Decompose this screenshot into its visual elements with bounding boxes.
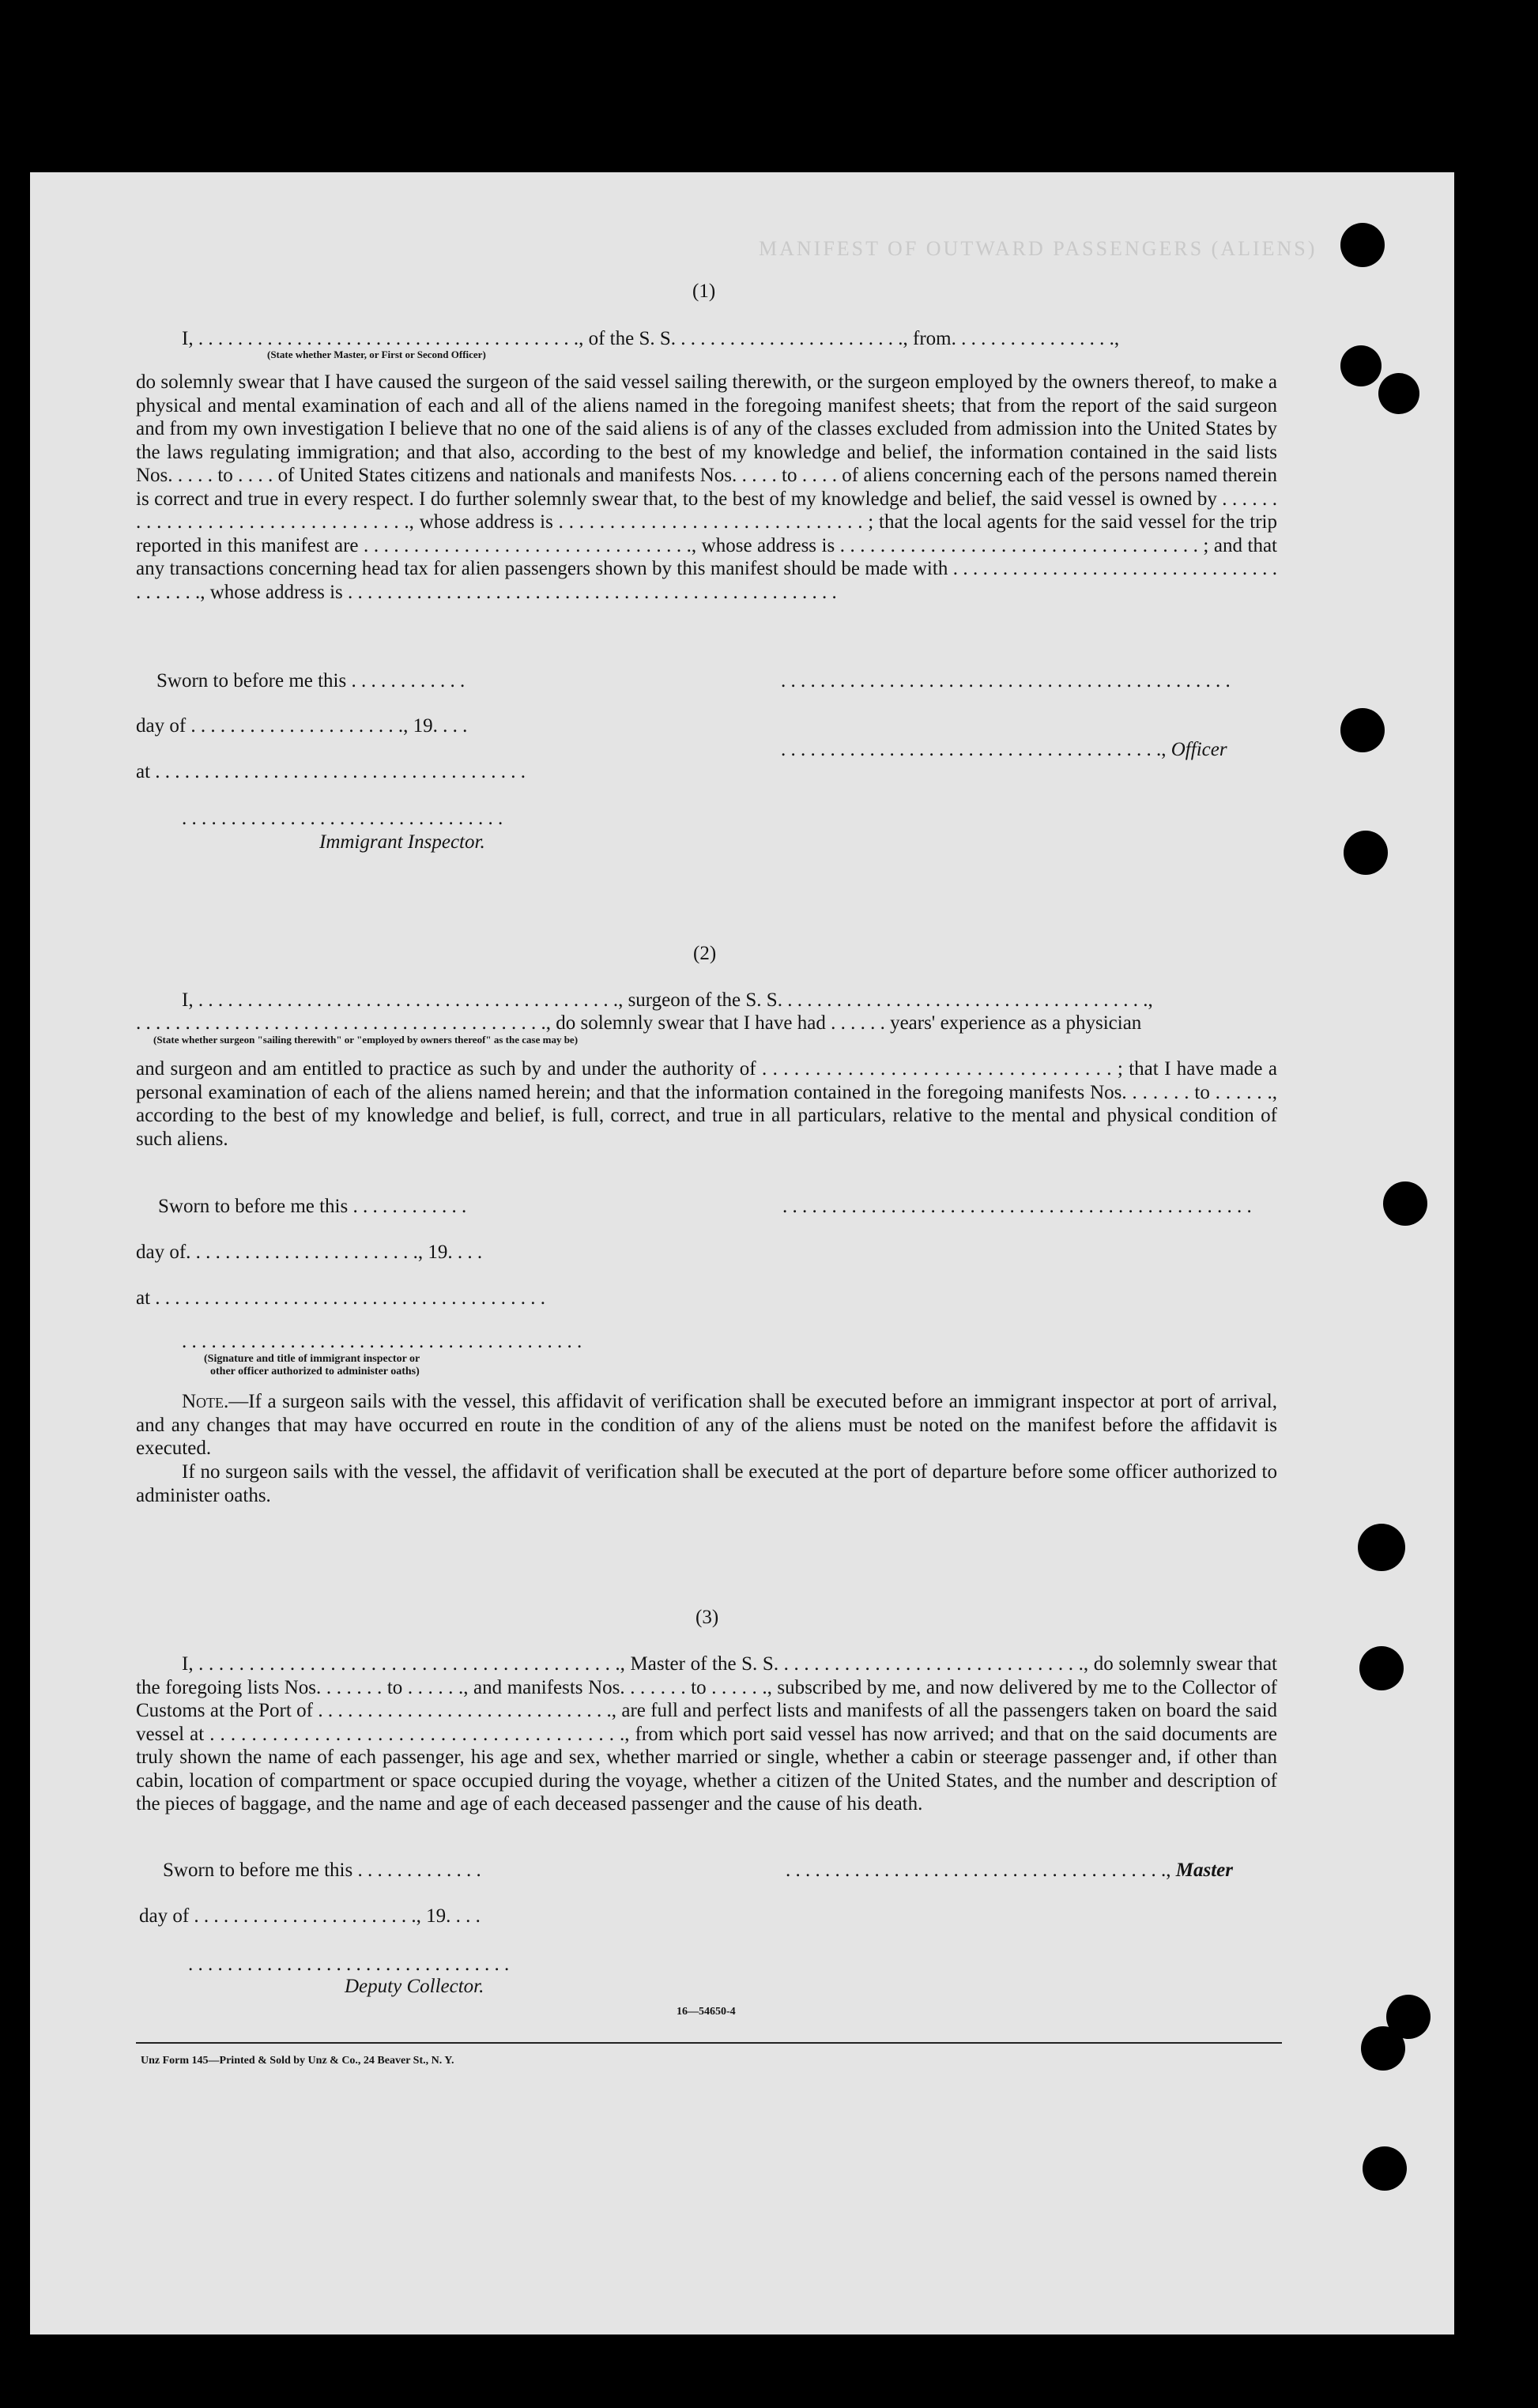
master-dots: . . . . . . . . . . . . . . . . . . . . . . . . . . . . . . . . . . . . . . ., [786, 1860, 1171, 1881]
section-2-day-line: day of. . . . . . . . . . . . . . . . . . . . . . . ., 19. . . . [136, 1242, 483, 1263]
section-1-officer-caption: (State whether Master, or First or Second Officer) [267, 349, 486, 360]
section-3-sworn-label: Sworn to before me this . . . . . . . . . . . . . [163, 1860, 481, 1881]
section-3-master-signature-line [786, 1860, 1233, 1882]
form-code: 16—54650-4 [677, 2006, 736, 2018]
faint-header-title: MANIFEST OF OUTWARD PASSENGERS (ALIENS) [759, 237, 1317, 260]
section-2-note-2: If no surgeon sails with the vessel, the affidavit of verification shall be executed at the port of departure before some officer authorized to administer oaths. [136, 1461, 1277, 1506]
section-1-officer-line: I, . . . . . . . . . . . . . . . . . . . . . . . . . . . . . . . . . . . . . . ., of the S. S. . . . . . . . . . . . . . . . . . . . . . . ., from. . . . . . . . . . . . . . . . ., [182, 328, 1120, 349]
section-1-day-line: day of . . . . . . . . . . . . . . . . . . . . . ., 19. . . . [136, 715, 468, 737]
section-2-signature-line: . . . . . . . . . . . . . . . . . . . . . . . . . . . . . . . . . . . . . . . . . . . . . . . . [782, 1196, 1252, 1217]
section-2-surgeon-line: I, . . . . . . . . . . . . . . . . . . . . . . . . . . . . . . . . . . . . . . . . . . ., surgeon of the S. S. . . . . . . . . . . . . . . . . . . . . . . . . . . . . . . . . . . . . ., [182, 989, 1153, 1011]
section-2-inspector-caption: (Signature and title of immigrant inspector or [204, 1353, 420, 1365]
section-2-number: (2) [693, 943, 717, 964]
section-2-inspector-caption-2: other officer authorized to administer oaths) [210, 1366, 420, 1377]
punch-hole [1340, 345, 1382, 386]
officer-label: Officer [1170, 739, 1227, 760]
section-3-collector-line: . . . . . . . . . . . . . . . . . . . . . . . . . . . . . . . . . [188, 1954, 510, 1975]
section-3-number: (3) [695, 1607, 719, 1628]
section-3-day-line: day of . . . . . . . . . . . . . . . . . . . . . . ., 19. . . . [139, 1905, 481, 1927]
punch-hole [1358, 1524, 1405, 1571]
section-2-at-line: at . . . . . . . . . . . . . . . . . . . . . . . . . . . . . . . . . . . . . . . . [136, 1287, 546, 1309]
section-1-sworn-label: Sworn to before me this . . . . . . . . . . . . [156, 670, 466, 691]
footer-rule [136, 2042, 1282, 2044]
section-2-oath-text: and surgeon and am entitled to practice as such by and under the authority of . . . . . . . . . . . . . . . . . . . . . . . . . . . . . . . . . ; that I have made a personal examination of each of the aliens named herein; and that the information contained in the foregoing manifests Nos. . . . . . . to . . . . . ., according to the best of my knowledge and belief, is full, correct, and true in all particulars, relative to the mental and physical condition of such aliens. [136, 1058, 1277, 1150]
section-1-at-line: at . . . . . . . . . . . . . . . . . . . . . . . . . . . . . . . . . . . . . . [136, 761, 526, 782]
section-1-officer-signature-line [781, 739, 1227, 761]
section-1-inspector-line: . . . . . . . . . . . . . . . . . . . . . . . . . . . . . . . . . [182, 808, 503, 829]
section-2-experience-line: . . . . . . . . . . . . . . . . . . . . . . . . . . . . . . . . . . . . . . . . . ., do solemnly swear that I have had . . . . . . years' experience as a physician [136, 1012, 1142, 1034]
printer-credit: Unz Form 145—Printed & Sold by Unz & Co., 24 Beaver St., N. Y. [141, 2055, 454, 2067]
section-2-inspector-line: . . . . . . . . . . . . . . . . . . . . . . . . . . . . . . . . . . . . . . . . . [182, 1331, 582, 1352]
section-2-surgeon-caption: (State whether surgeon "sailing therewith" or "employed by owners thereof" as the case may be) [153, 1034, 579, 1046]
punch-hole [1363, 2146, 1407, 2191]
punch-hole [1359, 1646, 1404, 1690]
punch-hole [1361, 2026, 1405, 2071]
punch-hole [1383, 1181, 1427, 1226]
officer-dots: . . . . . . . . . . . . . . . . . . . . . . . . . . . . . . . . . . . . . . ., [781, 739, 1167, 760]
section-1-inspector-label: Immigrant Inspector. [319, 831, 485, 853]
note-label: Note. [182, 1391, 229, 1412]
note-text: —If a surgeon sails with the vessel, this affidavit of verification shall be executed before an immigrant inspector at port of arrival, and any changes that may have occurred en route in the condition of any of the aliens must be noted on the manifest before the affidavit is executed. [136, 1391, 1277, 1459]
punch-hole [1340, 223, 1385, 267]
master-label: Master [1175, 1860, 1233, 1881]
section-1-oath-text: do solemnly swear that I have caused the surgeon of the said vessel sailing therewith, or the surgeon employed by the owners thereof, to make a physical and mental examination of each and all of the aliens named in the foregoing manifest sheets; that from the report of the said surgeon and from my own investigation I believe that no one of the said aliens is of any of the classes excluded from admission into the United States by the laws regulating immigration; and that also, according to the best of my knowledge and belief, the information contained in the said lists Nos. . . . . to . . . . of United States citizens and nationals and manifests Nos. . . . . to . . . . of aliens concerning each of the persons named therein is correct and true in every respect. I do further solemnly swear that, to the best of my knowledge and belief, the said vessel is owned by . . . . . . . . . . . . . . . . . . . . . . . . . . . . . . . . ., whose address is . . . . . . . . . . . . . . . . . . . . . . . . . . . . . . ; that the local agents for the said vessel for the trip reported in this manifest are . . . . . . . . . . . . . . . . . . . . . . . . . . . . . . . . ., whose address is . . . . . . . . . . . . . . . . . . . . . . . . . . . . . . . . . . . . ; and that any transactions concerning head tax for alien passengers shown by this manifest should be made with . . . . . . . . . . . . . . . . . . . . . . . . . . . . . . . . . . . . . . . ., whose address is . . . . . . . . . . . . . . . . . . . . . . . . . . . . . . . . . . . . . . . . . . . . . . . . . . [136, 371, 1277, 603]
section-1-number: (1) [692, 281, 716, 302]
section-2-note [136, 1390, 1277, 1460]
section-3-collector-label: Deputy Collector. [345, 1976, 484, 1997]
punch-hole [1340, 708, 1385, 752]
section-2-sworn-label: Sworn to before me this . . . . . . . . . . . . [158, 1196, 467, 1217]
punch-hole [1378, 373, 1419, 414]
punch-hole [1344, 831, 1388, 875]
section-3-oath-text: I, . . . . . . . . . . . . . . . . . . . . . . . . . . . . . . . . . . . . . . . . . ., Master of the S. S. . . . . . . . . . . . . . . . . . . . . . . . . . . . . . ., do solemnly swear that the foregoing lists Nos. . . . . . . to . . . . . ., and manifests Nos. . . . . . . to . . . . . ., subscribed by me, and now delivered by me to the Collector of Customs at the Port of . . . . . . . . . . . . . . . . . . . . . . . . . . . . . ., are full and perfect lists and manifests of all the passengers taken on board the said vessel at . . . . . . . . . . . . . . . . . . . . . . . . . . . . . . . . . . . . . . . ., from which port said vessel has now arrived; and that on the said documents are truly shown the name of each passenger, his age and sex, whether married or single, whether a cabin or steerage passenger and, if other than cabin, location of compartment or space occupied during the voyage, whether a citizen of the United States, and the number and description of the pieces of baggage, and the name and age of each deceased passenger and the cause of his death. [136, 1653, 1277, 1814]
section-1-signature-line: . . . . . . . . . . . . . . . . . . . . . . . . . . . . . . . . . . . . . . . . . . . . . . [781, 670, 1231, 691]
